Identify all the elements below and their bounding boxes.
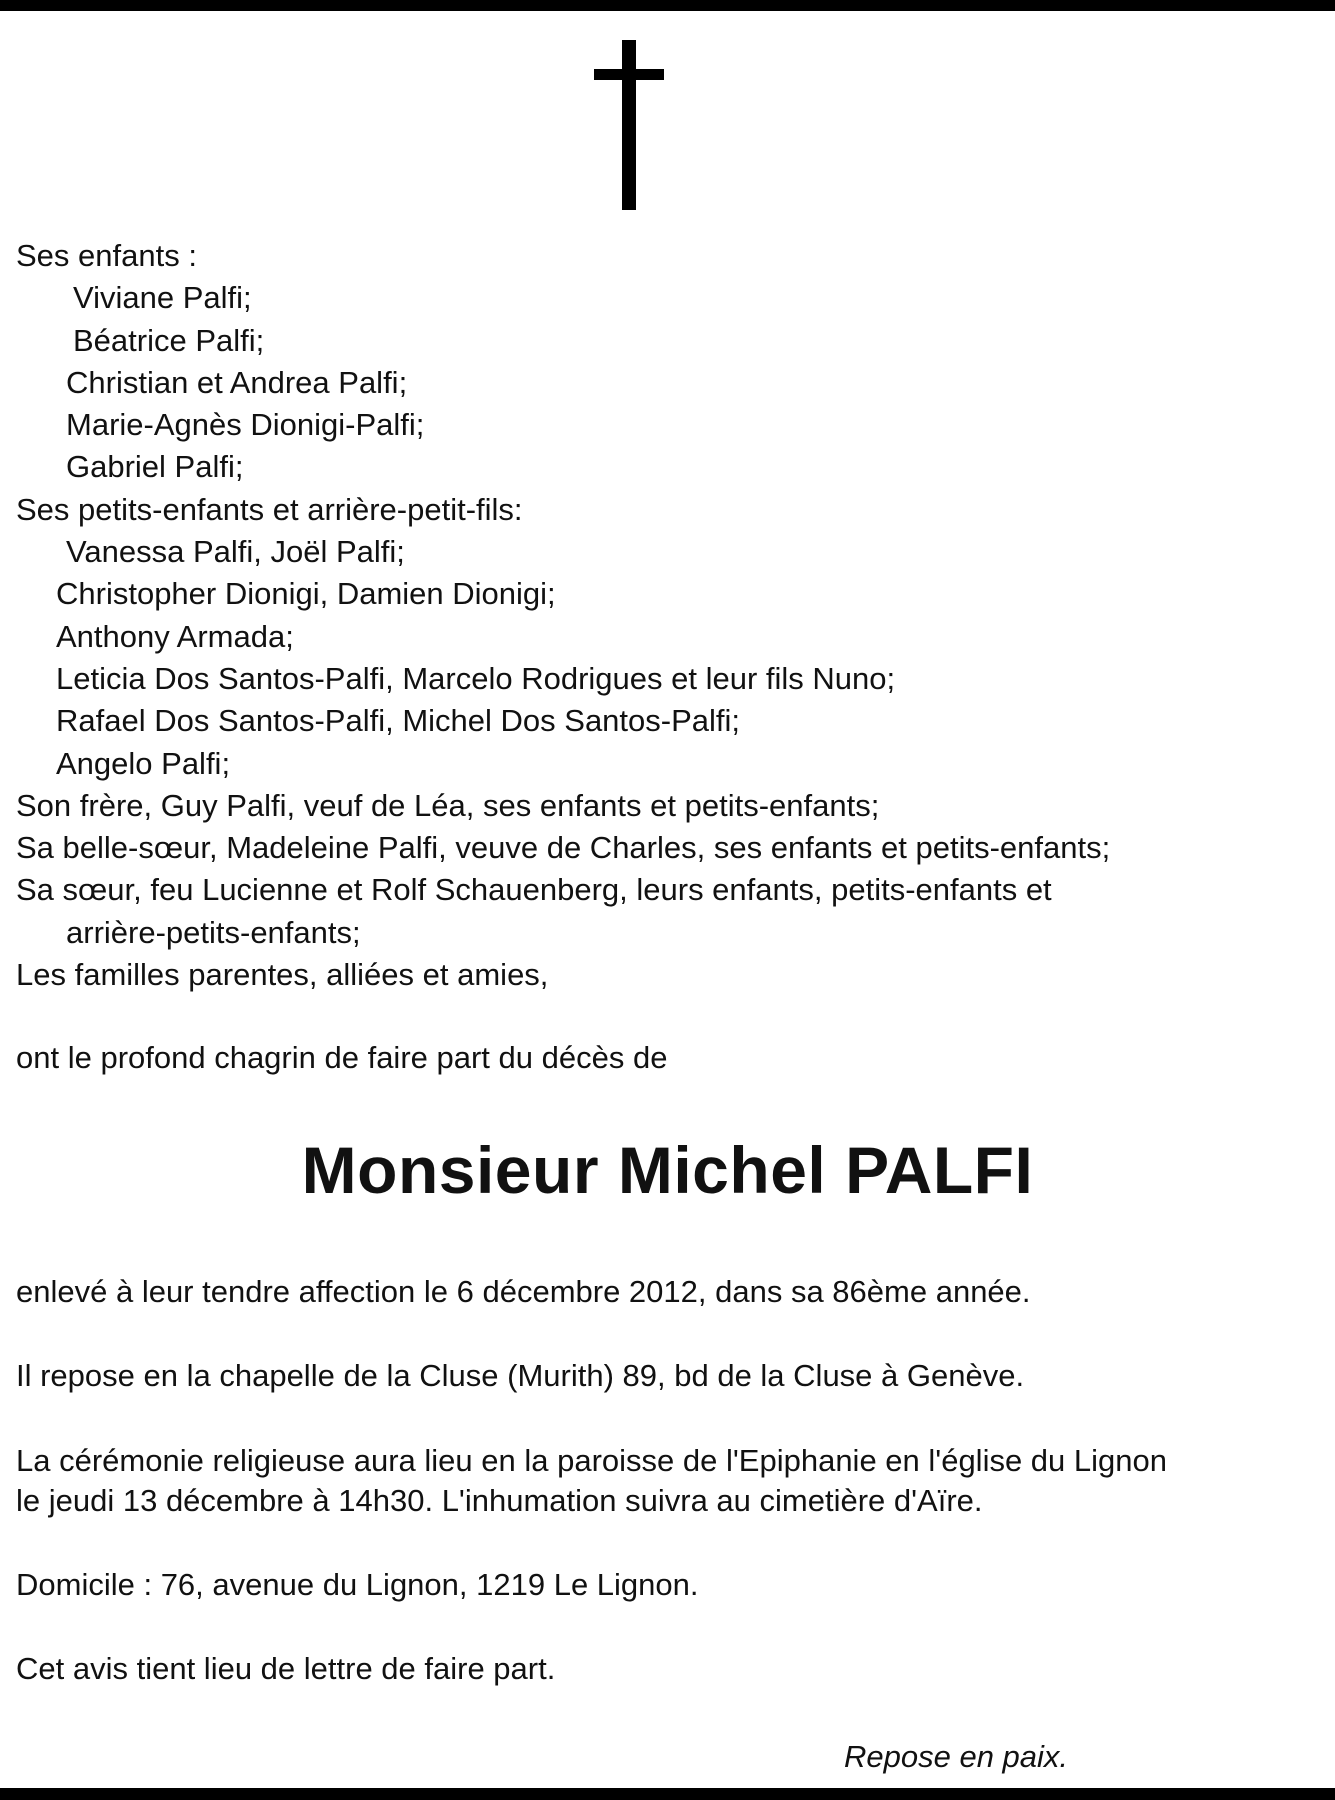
child-name: Christian et Andrea Palfi; (66, 364, 408, 400)
grandchildren-heading: Ses petits-enfants et arrière-petit-fils: (16, 491, 523, 527)
child-name: Gabriel Palfi; (66, 449, 244, 485)
child-name: Viviane Palfi; (73, 280, 252, 316)
resting-place-text: Il repose en la chapelle de la Cluse (Murith) 89, bd de la Cluse à Genève. (16, 1358, 1025, 1393)
sister-line: Sa sœur, feu Lucienne et Rolf Schauenberg, leurs enfants, petits-enfants et (16, 872, 1052, 908)
grandchild-name: Rafael Dos Santos-Palfi, Michel Dos Santos-Palfi; (56, 703, 741, 739)
ceremony-text (16, 1441, 1167, 1521)
notice-text: Cet avis tient lieu de lettre de faire part. (16, 1651, 556, 1686)
cross-icon (594, 40, 664, 210)
closing-text: Repose en paix. (844, 1739, 1069, 1774)
grandchild-name: Angelo Palfi; (56, 745, 231, 781)
sister-in-law-line: Sa belle-sœur, Madeleine Palfi, veuve de Charles, ses enfants et petits-enfants; (16, 830, 1111, 866)
families-line: Les familles parentes, alliées et amies, (16, 957, 549, 993)
brother-line: Son frère, Guy Palfi, veuf de Léa, ses enfants et petits-enfants; (16, 787, 880, 823)
grandchild-name: Vanessa Palfi, Joël Palfi; (66, 534, 405, 570)
passing-text: enlevé à leur tendre affection le 6 décembre 2012, dans sa 86ème année. (16, 1274, 1031, 1309)
top-border (0, 0, 1335, 11)
sister-line-continued: arrière-petits-enfants; (66, 914, 361, 950)
ceremony-line: La cérémonie religieuse aura lieu en la paroisse de l'Epiphanie en l'église du Lignon (16, 1443, 1167, 1478)
grandchild-name: Christopher Dionigi, Damien Dionigi; (56, 576, 556, 612)
domicile-text: Domicile : 76, avenue du Lignon, 1219 Le Lignon. (16, 1567, 699, 1602)
deceased-name: Monsieur Michel PALFI (301, 1133, 1034, 1207)
announcement-text: ont le profond chagrin de faire part du décès de (16, 1040, 668, 1075)
grandchild-name: Leticia Dos Santos-Palfi, Marcelo Rodrigues et leur fils Nuno; (56, 660, 896, 696)
grandchild-name: Anthony Armada; (56, 618, 294, 654)
ceremony-line: le jeudi 13 décembre à 14h30. L'inhumation suivra au cimetière d'Aïre. (16, 1483, 983, 1518)
bottom-border (0, 1788, 1335, 1800)
children-heading: Ses enfants : (16, 238, 197, 273)
family-list (16, 235, 1316, 996)
child-name: Béatrice Palfi; (73, 322, 265, 358)
child-name: Marie-Agnès Dionigi-Palfi; (66, 407, 425, 443)
